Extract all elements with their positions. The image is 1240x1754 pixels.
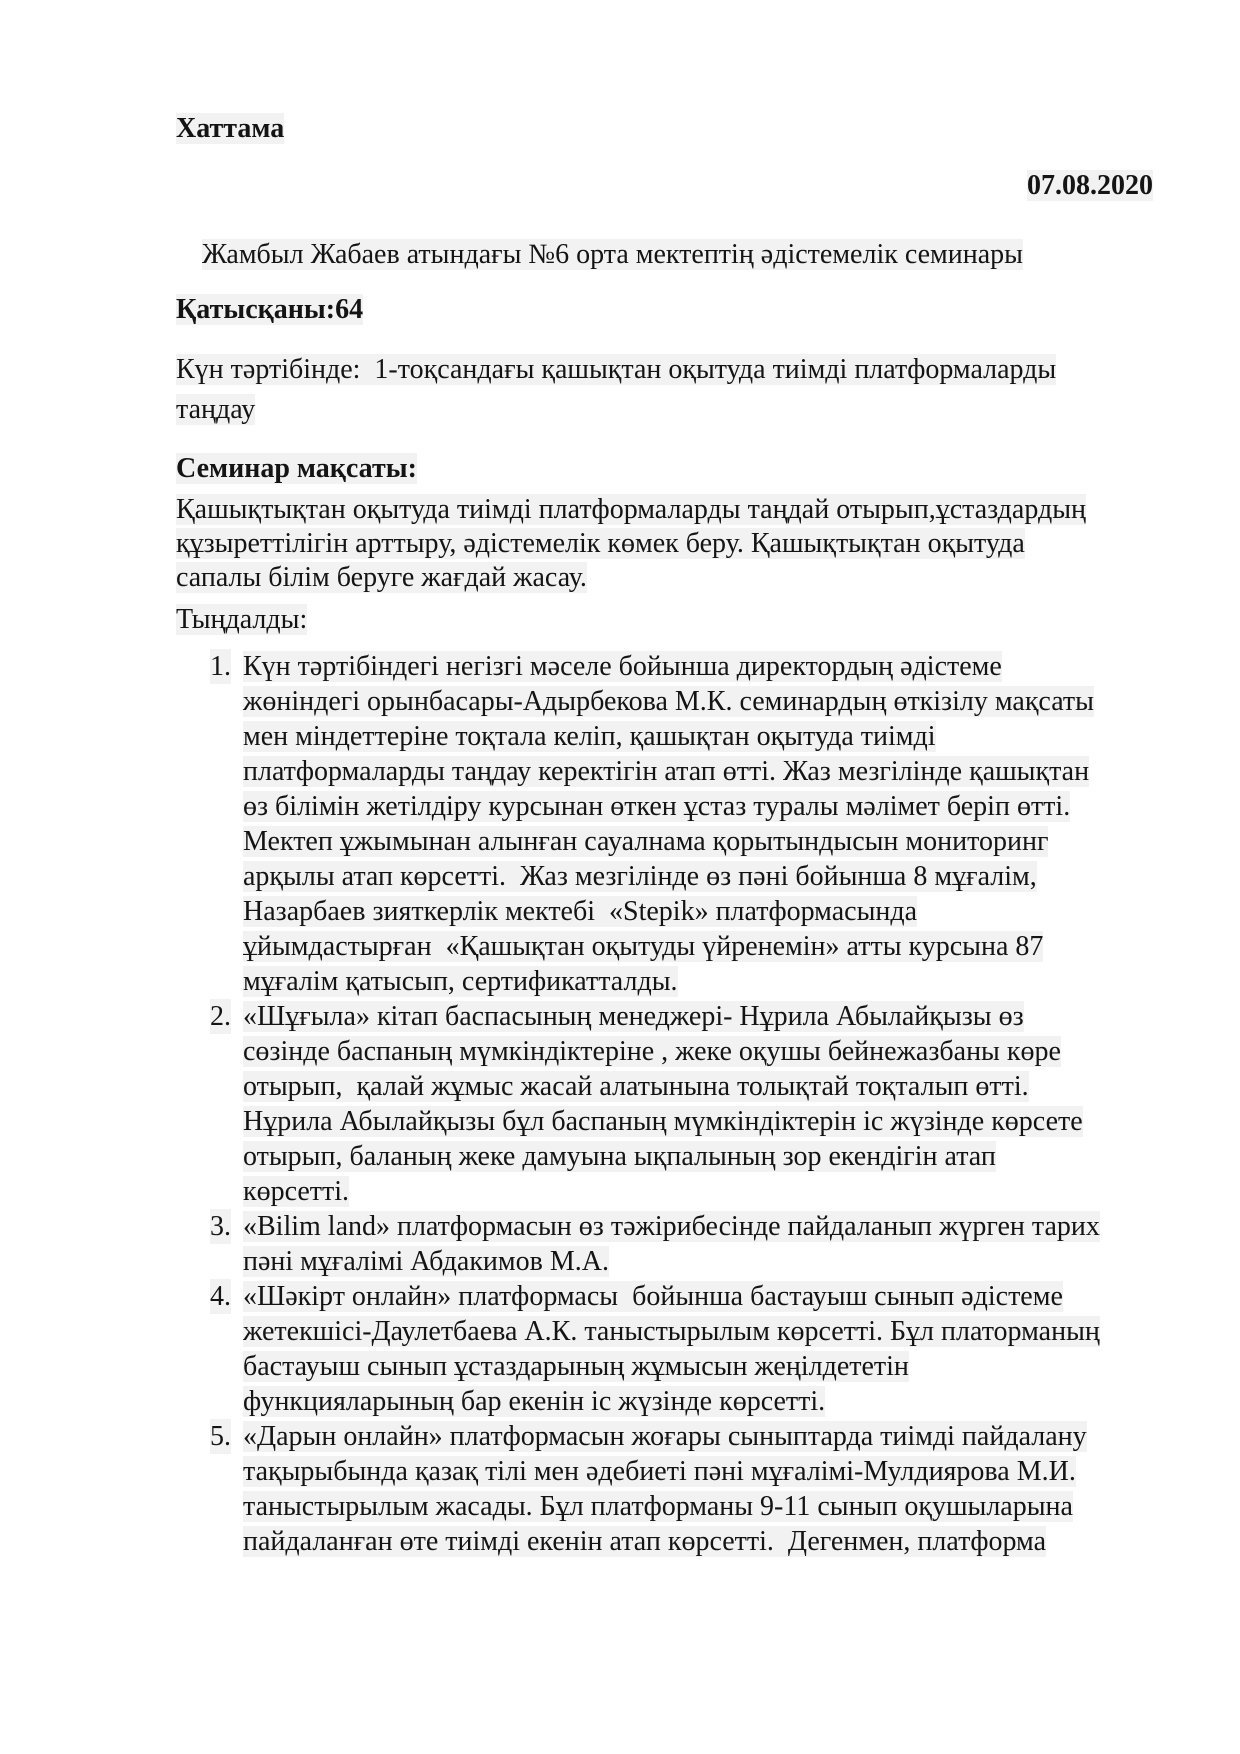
text-line	[176, 350, 1153, 390]
list-item-text	[243, 1419, 1153, 1559]
text-line-ink: отырып, баланың жеке дамуына ықпалының зор екендігін атап	[243, 1141, 996, 1172]
list-item	[176, 1279, 1153, 1419]
text-line-ink: жетекшісі-Даулетбаева А.К. таныстырылым көрсетті. Бұл платорманың	[243, 1316, 1100, 1347]
text-line-ink: көрсетті.	[243, 1176, 350, 1207]
document-title-text: Хаттама	[176, 113, 285, 144]
text-line-ink: мен міндеттеріне тоқтала келіп, қашықтан оқытуда тиімді	[243, 721, 936, 752]
list-item-text	[243, 999, 1153, 1209]
text-line	[243, 1454, 1153, 1489]
text-line	[243, 1349, 1153, 1384]
document-subtitle-text: Жамбыл Жабаев атындағы №6 орта мектептің әдістемелік семинары	[202, 239, 1023, 270]
list-item	[176, 649, 1153, 999]
text-line-ink: функцияларының бар екенін іс жүзінде көрсетті.	[243, 1386, 826, 1417]
text-line	[243, 1489, 1153, 1524]
seminar-goal-paragraph	[176, 493, 1153, 595]
text-line	[243, 999, 1153, 1034]
text-line	[243, 1524, 1153, 1559]
text-line	[176, 527, 1153, 561]
text-line	[243, 1419, 1153, 1454]
text-line-ink: Мектеп ұжымынан алынған сауалнама қорытындысын мониторинг	[243, 826, 1049, 857]
text-line-ink: Күн тәртібіндегі негізгі мәселе бойынша директордың әдістеме	[243, 651, 1002, 682]
attendance-count	[176, 291, 1153, 328]
text-line	[243, 1244, 1153, 1279]
text-line	[243, 1174, 1153, 1209]
listened-heading-text: Тыңдалды:	[176, 604, 308, 635]
text-line	[243, 1104, 1153, 1139]
text-line	[243, 1384, 1153, 1419]
text-line-ink: «Шұғыла» кітап баспасының менеджері- Нұрила Абылайқызы өз	[243, 1001, 1024, 1032]
list-item	[176, 999, 1153, 1209]
document-subtitle	[176, 236, 1153, 273]
text-line	[243, 1279, 1153, 1314]
text-line	[243, 894, 1153, 929]
text-line-ink: өз білімін жетілдіру курсынан өткен ұстаз туралы мәлімет беріп өтті.	[243, 791, 1071, 822]
text-line-ink: «Bilim land» платформасын өз тәжірибесінде пайдаланып жүрген тарих	[243, 1211, 1100, 1242]
text-line-ink: Күн тәртібінде: 1-тоқсандағы қашықтан оқытуда тиімді платформаларды	[176, 354, 1057, 385]
text-line-ink: таңдау	[176, 394, 256, 425]
text-line-ink: жөніндегі орынбасары-Адырбекова М.К. семинардың өткізілу мақсаты	[243, 686, 1094, 717]
listened-list	[176, 649, 1153, 1559]
list-item-number: 5.	[210, 1421, 231, 1452]
text-line	[243, 1069, 1153, 1104]
text-line	[176, 561, 1153, 595]
text-line-ink: арқылы атап көрсетті. Жаз мезгілінде өз пәні бойынша 8 мұғалім,	[243, 861, 1037, 892]
list-item-number: 3.	[210, 1211, 231, 1242]
text-line-ink: Нұрила Абылайқызы бұл баспаның мүмкіндіктерін іс жүзінде көрсете	[243, 1106, 1083, 1137]
list-item-text	[243, 1279, 1153, 1419]
list-item-number: 2.	[210, 1001, 231, 1032]
text-line-ink: ұйымдастырған «Қашықтан оқытуды үйренемін» атты курсына 87	[243, 931, 1044, 962]
text-line	[243, 1139, 1153, 1174]
document-date-text: 07.08.2020	[1027, 170, 1153, 201]
text-line	[243, 1034, 1153, 1069]
list-item-number: 1.	[210, 651, 231, 682]
text-line-ink: платформаларды таңдау керектігін атап өтті. Жаз мезгілінде қашықтан	[243, 756, 1090, 787]
text-line-ink: құзыреттілігін арттыру, әдістемелік көмек беру. Қашықтықтан оқытуда	[176, 528, 1025, 559]
text-line-ink: «Шәкірт онлайн» платформасы бойынша бастауыш сынып әдістеме	[243, 1281, 1063, 1312]
text-line	[176, 390, 1153, 430]
list-item-text	[243, 1209, 1153, 1279]
text-line	[243, 1209, 1153, 1244]
text-line-ink: пәні мұғалімі Абдакимов М.А.	[243, 1246, 609, 1277]
text-line	[176, 493, 1153, 527]
text-line-ink: Қашықтықтан оқытуда тиімді платформаларды таңдай отырып,ұстаздардың	[176, 494, 1087, 525]
text-line-ink: мұғалім қатысып, сертификатталды.	[243, 966, 678, 997]
text-line	[243, 964, 1153, 999]
text-line-ink: бастауыш сынып ұстаздарының жұмысын жеңілдететін	[243, 1351, 909, 1382]
text-line	[243, 824, 1153, 859]
text-line-ink: пайдаланған өте тиімді екенін атап көрсетті. Дегенмен, платформа	[243, 1526, 1046, 1557]
text-line-ink: тақырыбында қазақ тілі мен әдебиеті пәні мұғалімі-Мулдиярова М.И.	[243, 1456, 1076, 1487]
text-line	[243, 859, 1153, 894]
attendance-count-text: Қатысқаны:64	[176, 294, 364, 325]
list-item-text	[243, 649, 1153, 999]
listened-heading	[176, 601, 1153, 638]
text-line	[243, 719, 1153, 754]
text-line-ink: сөзінде баспаның мүмкіндіктеріне , жеке оқушы бейнежазбаны көре	[243, 1036, 1061, 1067]
list-item-number: 4.	[210, 1281, 231, 1312]
text-line	[243, 789, 1153, 824]
text-line-ink: «Дарын онлайн» платформасын жоғары сыныптарда тиімді пайдалану	[243, 1421, 1087, 1452]
document-date	[176, 167, 1153, 204]
text-line	[243, 929, 1153, 964]
text-line	[243, 684, 1153, 719]
text-line	[243, 649, 1153, 684]
document-title	[176, 110, 1153, 147]
text-line-ink: отырып, қалай жұмыс жасай алатынына толықтай тоқталып өтті.	[243, 1071, 1029, 1102]
text-line-ink: Назарбаев зияткерлік мектебі «Stepik» платформасында	[243, 896, 918, 927]
list-item	[176, 1419, 1153, 1559]
agenda-paragraph	[176, 350, 1153, 430]
seminar-goal-heading	[176, 450, 1153, 487]
text-line	[243, 754, 1153, 789]
text-line	[243, 1314, 1153, 1349]
list-item	[176, 1209, 1153, 1279]
seminar-goal-heading-text: Семинар мақсаты:	[176, 453, 417, 484]
text-line-ink: сапалы білім беруге жағдай жасау.	[176, 562, 587, 593]
text-line-ink: таныстырылым жасады. Бұл платформаны 9-11 сынып оқушыларына	[243, 1491, 1073, 1522]
